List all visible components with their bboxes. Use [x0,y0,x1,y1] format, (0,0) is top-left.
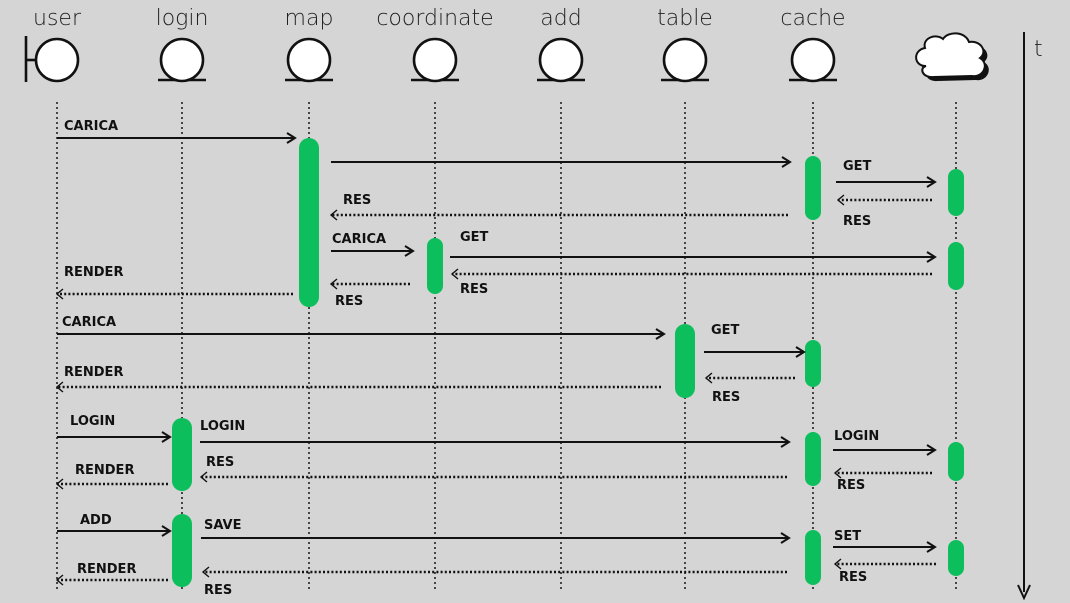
message-label: RES [843,214,872,229]
message-cache-to-cloud [833,429,935,455]
participant-label: cache [780,6,846,31]
activation-login [172,418,192,491]
activation-login [172,514,192,587]
activation-cache [805,340,821,387]
message-label: CARICA [62,315,117,330]
participant-label: map [284,6,334,31]
message-cache-to-map [331,193,788,220]
message-label: RENDER [64,365,124,380]
participant-label: login [155,6,209,31]
activation-cloud [948,169,964,216]
message-label: CARICA [64,119,119,134]
message-label: RENDER [64,265,124,280]
message-login-to-cache [201,518,789,543]
activation-cache [805,432,821,486]
message-cache-to-cloud [836,159,935,187]
message-label: RES [837,478,866,493]
message-cache-to-login [203,567,787,598]
activation-map [299,138,319,307]
message-cloud-to-cache [835,559,936,585]
lifelines [57,102,956,592]
participant-label: user [33,6,81,31]
message-label: RENDER [75,463,135,478]
message-label: RES [343,193,372,208]
participant-map [285,6,334,81]
message-coordinate-to-cloud [450,230,935,262]
participant-add [537,6,585,81]
participant-table [657,6,713,81]
message-label: SAVE [204,518,242,533]
message-table-to-user [57,365,661,392]
message-label: RES [206,455,235,470]
message-label: GET [711,323,740,338]
message-map-to-user [57,265,293,299]
activation-cloud [948,442,964,481]
message-label: RES [460,282,489,297]
message-label: RES [204,583,233,598]
message-cloud-to-cache [835,468,932,493]
message-cloud-to-coordinate [452,269,932,297]
activation-cache [805,530,821,585]
activation-cloud [948,540,964,576]
message-user-to-login [57,414,170,442]
participant-coordinate [376,6,493,81]
message-label: LOGIN [70,414,116,429]
message-label: LOGIN [834,429,880,444]
message-label: GET [460,230,489,245]
message-login-to-user [57,463,168,489]
message-label: RENDER [77,562,137,577]
participant-login [156,6,209,81]
message-label: RES [839,570,868,585]
message-label: ADD [80,513,112,528]
message-login-to-user [57,562,168,585]
participants [26,6,989,82]
activation-table [675,324,695,398]
participant-label: table [657,6,713,31]
message-cloud-to-cache [838,195,932,229]
participant-label: coordinate [376,6,494,31]
participant-user [26,6,82,82]
activation-cloud [948,242,964,290]
message-cache-to-table [706,373,795,405]
message-coordinate-to-map [331,279,410,309]
time-axis-label: t [1034,37,1043,62]
message-user-to-map [57,119,295,143]
time-axis [1018,32,1043,598]
message-cache-to-cloud [833,529,935,552]
participant-cloud [916,33,989,81]
message-label: GET [843,159,872,174]
activation-cache [805,156,821,220]
message-label: CARICA [332,232,387,247]
message-label: RES [712,390,741,405]
message-table-to-cache [704,323,804,357]
message-user-to-table [57,315,664,339]
message-login-to-cache [200,419,789,447]
message-cache-to-login [201,455,787,482]
message-label: SET [834,529,862,544]
message-label: RES [335,294,364,309]
activation-coordinate [427,238,443,294]
participant-label: add [540,6,582,31]
cloud-icon [916,33,989,81]
participant-cache [780,6,845,81]
activation-bars [172,138,964,587]
message-map-to-coordinate [331,232,413,256]
message-label: LOGIN [200,419,246,434]
message-user-to-login [57,513,170,536]
